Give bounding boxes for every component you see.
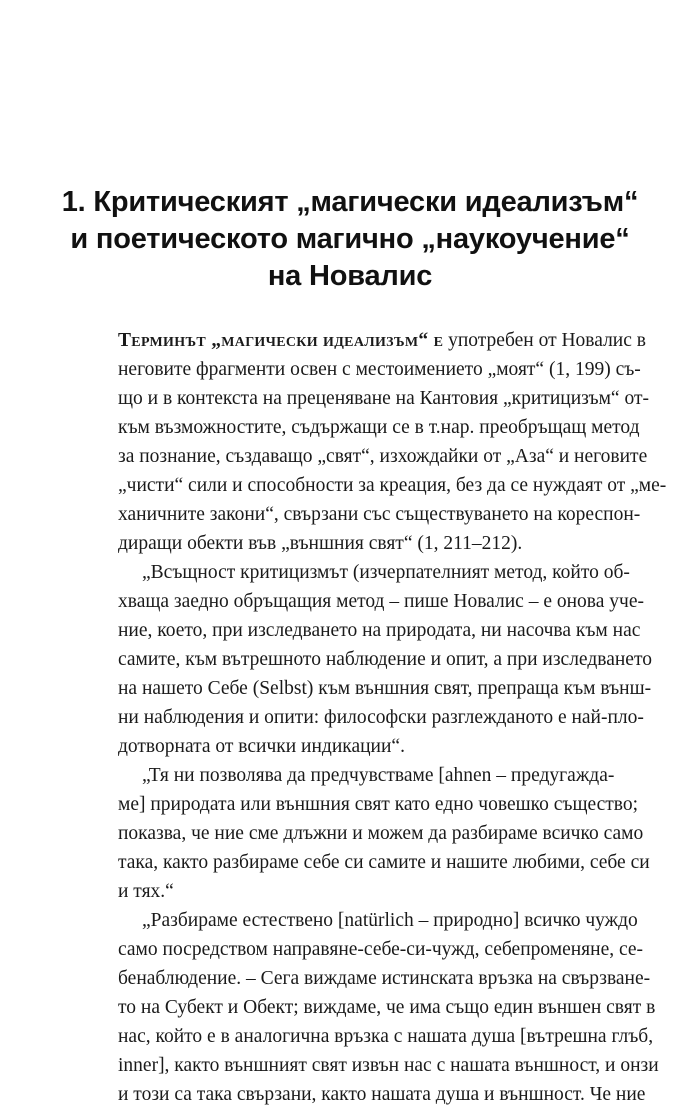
lead-in: Терминът „магически идеализъм“ е <box>118 330 444 351</box>
text-line: ни наблюдения и опити: философски разглежданото е най-пло- <box>118 707 644 728</box>
text-line: за познание, създаващо „свят“, изхождайки от „Аза“ и неговите <box>118 446 648 467</box>
paragraph-1 <box>118 326 667 558</box>
text-line: ханичните закони“, свързани със съществуването на кореспон- <box>118 504 641 525</box>
text-line: и тях.“ <box>118 881 174 902</box>
text-line: неговите фрагменти освен с местоимението „моят“ (1, 199) съ- <box>118 359 641 380</box>
text-fragment: употребен от Новалис в <box>443 330 646 351</box>
text-line: показва, че ние сме длъжни и можем да разбираме всичко само <box>118 823 644 844</box>
text-line: ме] природата или външния свят като едно човешко същество; <box>118 794 639 815</box>
paragraph-4 <box>118 906 659 1109</box>
text-line: що и в контекста на преценяване на Кантовия „критицизъм“ от- <box>118 388 649 409</box>
text-line: „чисти“ сили и способности за креация, без да се нуждаят от „ме- <box>118 475 667 496</box>
text-line: „Всъщност критицизмът (изчерпателният метод, който об- <box>142 562 630 583</box>
text-line: бенаблюдение. – Сега виждаме истинската връзка на свързване- <box>118 968 651 989</box>
paragraph-3 <box>118 761 650 906</box>
body-text <box>118 326 667 1109</box>
text-line: така, както разбираме себе си самите и нашите любими, себе си <box>118 852 650 873</box>
text-line: „Тя ни позволява да предчувстваме [ahnen – предугаждa- <box>142 765 615 786</box>
text-line: то на Субект и Обект; виждаме, че има също един външен свят в <box>118 997 656 1018</box>
text-line: дотворната от всички индикации“. <box>118 736 405 757</box>
chapter-title <box>60 184 640 295</box>
text-line: диращи обекти във „външния свят“ (1, 211–212). <box>118 533 523 554</box>
text-line: хваща заедно обръщащия метод – пише Новалис – е онова уче- <box>118 591 644 612</box>
text-line: „Разбираме естествено [natürlich – природно] всичко чуждо <box>142 910 638 931</box>
text-line: самите, към вътрешното наблюдение и опит, а при изследването <box>118 649 652 670</box>
text-line: към възможностите, съдържащи се в т.нар. преобръщащ метод <box>118 417 640 438</box>
text-line: и този са така свързани, както нашата душа и външност. Че ние <box>118 1084 646 1105</box>
text-line <box>118 326 646 355</box>
text-line: само посредством направяне-себе-си-чужд, себепроменяне, се- <box>118 939 644 960</box>
paragraph-2 <box>118 558 652 761</box>
text-line: inner], както външният свят извън нас с нашата външност, и онзи <box>118 1055 659 1076</box>
chapter-title-line: и поетическото магично „наукоучение“ <box>70 223 630 255</box>
chapter-title-line: на Новалис <box>267 260 433 292</box>
text-line: ние, което, при изследването на природата, ни насочва към нас <box>118 620 641 641</box>
text-line: на нашето Себе (Selbst) към външния свят, препраща към външ- <box>118 678 652 699</box>
text-line: нас, който е в аналогична връзка с нашата душа [вътрешна глъб, <box>118 1026 654 1047</box>
chapter-title-line: 1. Критическият „магически идеализъм“ <box>61 186 639 218</box>
